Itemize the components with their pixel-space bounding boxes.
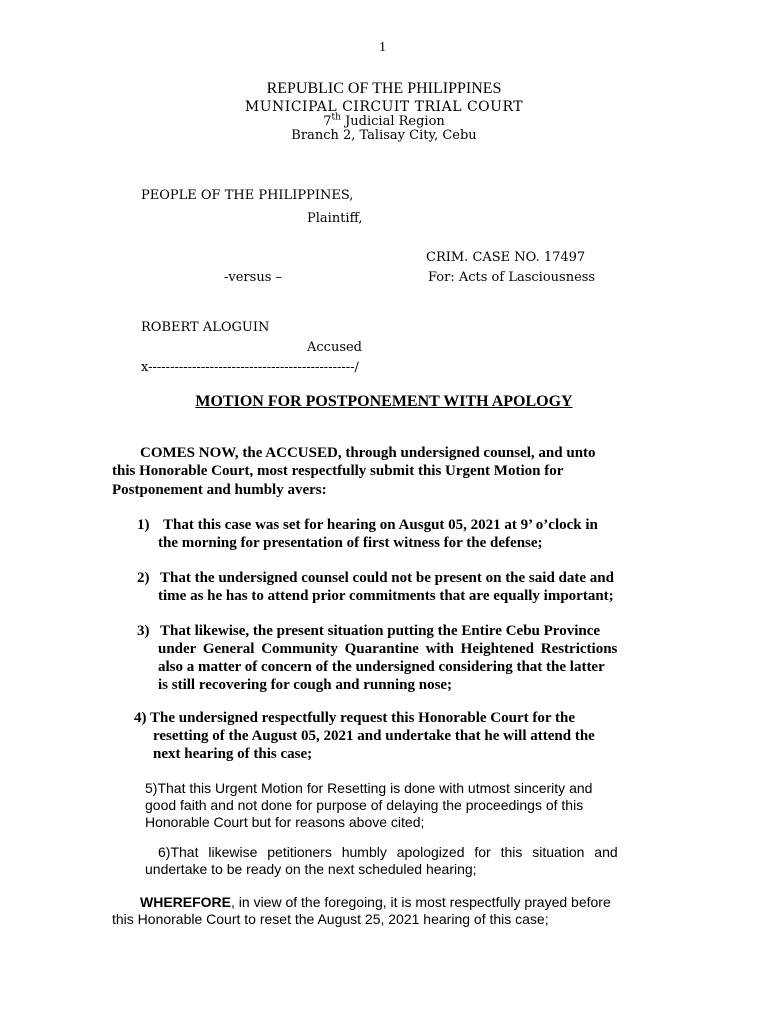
region-number: 7 xyxy=(323,114,332,129)
item-3-line-4: is still recovering for cough and running nose; xyxy=(158,677,453,693)
versus-label: -versus – xyxy=(224,270,282,285)
court-heading: MUNICIPAL CIRCUIT TRIAL COURT xyxy=(244,99,524,115)
item-2-line-2: time as he has to attend prior commitments that are equally important; xyxy=(158,588,614,604)
item-5-line-1: 5)That this Urgent Motion for Resetting is done with utmost sincerity and xyxy=(145,780,593,796)
item-5-line-3: Honorable Court but for reasons above cited; xyxy=(145,814,425,830)
page-number: 1 xyxy=(379,40,386,55)
item-6-line-2: undertake to be ready on the next scheduled hearing; xyxy=(145,861,477,877)
wherefore-line-1-text: , in view of the foregoing, it is most respectfully prayed before xyxy=(231,894,611,910)
item-4-line-2: resetting of the August 05, 2021 and undertake that he will attend the xyxy=(153,728,595,744)
plaintiff-name: PEOPLE OF THE PHILIPPINES, xyxy=(141,188,354,203)
intro-line-3: Postponement and humbly avers: xyxy=(112,482,327,498)
intro-lead: COMES NOW, xyxy=(140,445,239,461)
case-subject: For: Acts of Lasciousness xyxy=(428,270,596,285)
branch-heading: Branch 2, Talisay City, Cebu xyxy=(291,128,477,143)
caption-separator: x-----------------------------------------------/ xyxy=(141,360,359,375)
item-3-number: 3) xyxy=(137,623,150,639)
intro-line-1 xyxy=(140,445,596,462)
item-3-line-3: also a matter of concern of the undersigned considering that the latter xyxy=(158,659,605,675)
region-text: Judicial Region xyxy=(345,114,445,129)
republic-heading: REPUBLIC OF THE PHILIPPINES xyxy=(266,80,502,97)
item-4-line-1: 4) The undersigned respectfully request this Honorable Court for the xyxy=(134,710,575,726)
accused-name: ROBERT ALOGUIN xyxy=(141,320,270,335)
item-1-line-2: the morning for presentation of first witness for the defense; xyxy=(158,535,543,551)
case-number: CRIM. CASE NO. 17497 xyxy=(426,250,586,265)
region-suffix: th xyxy=(331,112,341,123)
item-5-line-2: good faith and not done for purpose of delaying the proceedings of this xyxy=(145,797,584,813)
region-heading xyxy=(0,114,768,129)
motion-title: MOTION FOR POSTPONEMENT WITH APOLOGY xyxy=(195,393,573,410)
plaintiff-role: Plaintiff, xyxy=(307,211,363,226)
item-2-line-1: That the undersigned counsel could not be present on the said date and xyxy=(160,570,614,586)
intro-line-2: this Honorable Court, most respectfully submit this Urgent Motion for xyxy=(112,463,564,479)
wherefore-line-2: this Honorable Court to reset the August 25, 2021 hearing of this case; xyxy=(112,911,549,927)
item-1-number: 1) xyxy=(137,517,150,533)
item-3-line-1: That likewise, the present situation putting the Entire Cebu Province xyxy=(160,623,601,639)
wherefore-line-1 xyxy=(140,894,611,910)
wherefore-lead: WHEREFORE xyxy=(140,894,231,910)
item-4-line-3: next hearing of this case; xyxy=(153,746,313,762)
item-1-line-1: That this case was set for hearing on Ausgut 05, 2021 at 9’ o’clock in xyxy=(163,517,598,533)
item-6-line-1: 6)That likewise petitioners humbly apologized for this situation and xyxy=(158,844,618,860)
item-3-line-2: under General Community Quarantine with Heightened Restrictions xyxy=(158,641,618,657)
intro-line-1-text: the ACCUSED, through undersigned counsel, and unto xyxy=(238,445,596,461)
item-2-number: 2) xyxy=(137,570,150,586)
accused-role: Accused xyxy=(307,340,363,355)
